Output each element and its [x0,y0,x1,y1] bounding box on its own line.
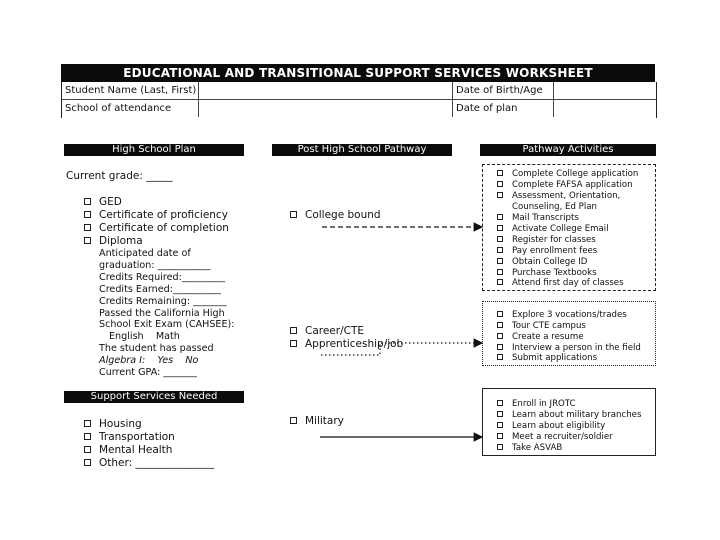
college-activity[interactable]: Register for classes [497,235,596,246]
military-activity[interactable]: Meet a recruiter/soldier [497,432,613,443]
high-school-plan-heading: High School Plan [64,144,244,156]
detail-line: English Math [109,331,180,343]
military-activity[interactable]: Learn about eligibility [497,421,605,432]
checkbox[interactable] [497,279,503,285]
college-activity[interactable]: Obtain College ID [497,257,587,268]
checkbox[interactable] [497,311,503,317]
checkbox[interactable] [497,400,503,406]
college-activity[interactable]: Purchase Textbooks [497,268,597,279]
college-activity[interactable]: Mail Transcripts [497,213,579,224]
option-ged[interactable]: GED [84,196,122,209]
option-certificate-proficiency[interactable]: Certificate of proficiency [84,209,228,222]
current-grade: Current grade: _____ [66,170,173,182]
college-activity[interactable]: Complete College application [497,169,638,180]
checkbox[interactable] [497,236,503,242]
detail-line: graduation: ___________ [99,259,211,271]
option-certificate-completion[interactable]: Certificate of completion [84,222,229,235]
support-mental-health[interactable]: Mental Health [84,444,172,457]
checkbox[interactable] [497,258,503,264]
pathway-military[interactable]: Military [290,415,344,428]
military-activity[interactable]: Take ASVAB [497,443,562,454]
checkbox[interactable] [497,170,503,176]
checkbox[interactable] [497,322,503,328]
career-activity[interactable]: Tour CTE campus [497,321,586,332]
checkbox[interactable] [497,225,503,231]
checkbox[interactable] [497,354,503,360]
dob-label: Date of Birth/Age [456,85,543,96]
career-activity[interactable]: Submit applications [497,353,597,364]
detail-line: Passed the California High [99,307,225,319]
checkbox[interactable] [497,422,503,428]
checkbox[interactable] [497,433,503,439]
detail-line: Current GPA: _______ [99,367,197,379]
checkbox[interactable] [497,247,503,253]
college-activity[interactable]: Attend first day of classes [497,278,624,289]
support-transportation[interactable]: Transportation [84,431,175,444]
checkbox[interactable] [497,192,503,198]
college-activity[interactable]: Pay enrollment fees [497,246,597,257]
college-activity[interactable]: Complete FAFSA application [497,180,633,191]
detail-line: Anticipated date of [99,248,191,259]
checkbox[interactable] [497,181,503,187]
college-activity-continued: Counseling, Ed Plan [512,202,597,212]
pathway-apprenticeship[interactable]: Apprenticeship/job [290,338,403,351]
career-activity[interactable]: Create a resume [497,332,584,343]
detail-line: Algebra I: Yes No [99,355,199,367]
option-diploma[interactable]: Diploma [84,235,143,248]
checkbox[interactable] [497,344,503,350]
support-services-heading: Support Services Needed [64,391,244,403]
checkbox[interactable] [497,411,503,417]
checkbox[interactable] [497,444,503,450]
detail-line: The student has passed [99,343,214,355]
pathway-activities-heading: Pathway Activities [480,144,656,156]
detail-line: Credits Required:_________ [99,271,226,283]
worksheet-title: EDUCATIONAL AND TRANSITIONAL SUPPORT SERVICES WORKSHEET [61,64,655,82]
career-activity[interactable]: Interview a person in the field [497,343,641,354]
support-housing[interactable]: Housing [84,418,142,431]
checkbox[interactable] [497,269,503,275]
career-arrow [321,343,482,355]
support-other[interactable]: Other: _______________ [84,457,214,470]
pathway-career-cte[interactable]: Career/CTE [290,325,364,338]
detail-line: School Exit Exam (CAHSEE): [99,319,235,331]
pathway-college-bound[interactable]: College bound [290,209,381,222]
checkbox[interactable] [497,214,503,220]
detail-line: Credits Remaining: _______ [99,295,227,307]
career-activity[interactable]: Explore 3 vocations/trades [497,310,627,321]
college-activity[interactable]: Assessment, Orientation, [497,191,620,202]
college-activity[interactable]: Activate College Email [497,224,609,235]
school-label: School of attendance [65,103,172,114]
student-name-label: Student Name (Last, First) [65,85,197,96]
date-of-plan-label: Date of plan [456,103,518,114]
military-activity[interactable]: Learn about military branches [497,410,641,421]
military-activity[interactable]: Enroll in JROTC [497,399,576,410]
detail-line: Credits Earned:__________ [99,283,221,295]
post-high-school-heading: Post High School Pathway [272,144,452,156]
checkbox[interactable] [497,333,503,339]
